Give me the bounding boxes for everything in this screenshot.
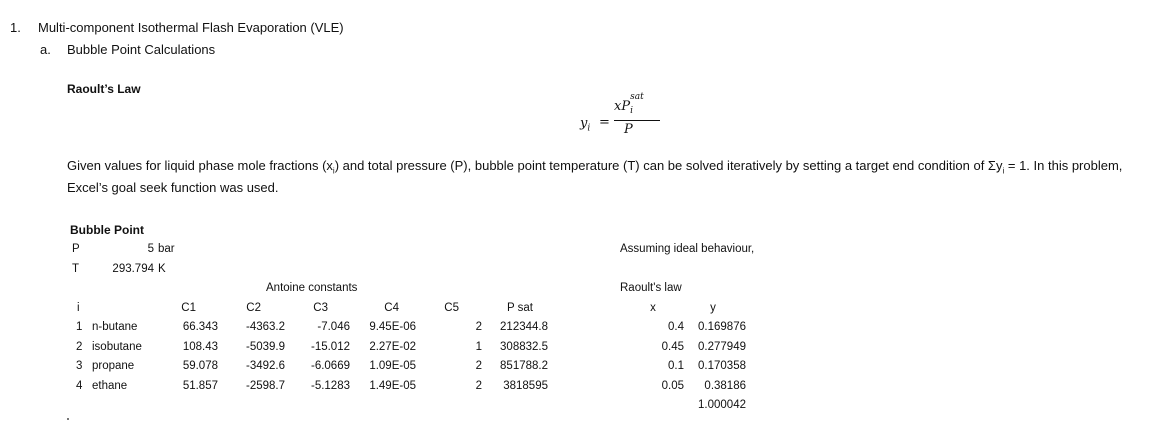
equation-equals: =: [599, 115, 610, 130]
psat-value: 3818595: [503, 380, 548, 392]
component-name: propane: [92, 360, 135, 372]
psat-value: 308832.5: [500, 341, 548, 353]
c4-value: 9.45E-06: [369, 321, 416, 333]
x-value: 0.05: [661, 380, 684, 392]
y-value: 0.169876: [698, 321, 746, 333]
psat-value: 851788.2: [500, 360, 548, 372]
header-c4: C4: [384, 302, 399, 314]
equation-numerator: xP sat i: [614, 92, 644, 116]
c5-value: 2: [475, 321, 482, 333]
subsection-title: Bubble Point Calculations: [67, 42, 216, 57]
x-value: 0.4: [668, 321, 684, 333]
row-index: 2: [76, 341, 83, 353]
y-sum-value: 1.000042: [698, 399, 746, 411]
c1-value: 51.857: [182, 380, 218, 392]
temperature-unit: K: [158, 263, 166, 275]
description-line-1: Given values for liquid phase mole fractions $(x_i)$ and total pressure (P), bubble point temperature (T) can be solved iteratively by setting a target end condition of $\Sigma y_i = 1$. In this problem,: [67, 158, 1123, 176]
header-i: i: [77, 302, 80, 314]
c1-value: 59.078: [182, 360, 218, 372]
y-value: 0.277949: [698, 341, 746, 353]
pressure-value: 5: [147, 243, 154, 255]
c5-value: 2: [475, 360, 482, 372]
pressure-unit: bar: [158, 243, 175, 255]
c4-value: 2.27E-02: [369, 341, 416, 353]
temperature-label: T: [72, 263, 80, 275]
description-line-2: Excel’s goal seek function was used.: [67, 180, 279, 195]
component-name: ethane: [92, 380, 128, 392]
c2-value: -2598.7: [245, 380, 285, 392]
stray-dot: [67, 418, 69, 420]
header-y: y: [710, 302, 716, 314]
x-value: 0.45: [661, 341, 684, 353]
header-x: x: [650, 302, 656, 314]
fraction-bar: [614, 120, 660, 121]
row-index: 1: [76, 321, 83, 333]
component-name: isobutane: [92, 341, 142, 353]
c1-value: 66.343: [182, 321, 218, 333]
row-index: 4: [76, 380, 83, 392]
c5-value: 1: [475, 341, 482, 353]
y-value: 0.38186: [704, 380, 746, 392]
equation-denominator: P: [624, 122, 633, 137]
outline-letter: a.: [40, 42, 51, 57]
component-name: n-butane: [92, 321, 138, 333]
equation-lhs: $y_i$: [580, 116, 591, 134]
c3-value: -15.012: [310, 341, 350, 353]
x-value: 0.1: [668, 360, 684, 372]
outline-number: 1.: [10, 20, 21, 35]
row-index: 3: [76, 360, 83, 372]
y-value: 0.170358: [698, 360, 746, 372]
c2-value: -3492.6: [245, 360, 285, 372]
c3-value: -7.046: [317, 321, 350, 333]
header-psat: P sat: [507, 302, 533, 314]
raoult-table-title: Raoult's law: [620, 282, 682, 294]
pressure-label: P: [72, 243, 80, 255]
assumption-note: Assuming ideal behaviour,: [620, 243, 755, 255]
header-c2: C2: [246, 302, 261, 314]
c4-value: 1.49E-05: [369, 380, 416, 392]
header-c5: C5: [444, 302, 459, 314]
psat-value: 212344.8: [500, 321, 548, 333]
temperature-value: 293.794: [112, 263, 154, 275]
c3-value: -6.0669: [310, 360, 350, 372]
c3-value: -5.1283: [310, 380, 350, 392]
antoine-group-header: Antoine constants: [266, 282, 358, 294]
raoult-heading: Raoult’s Law: [67, 82, 141, 96]
c1-value: 108.43: [182, 341, 218, 353]
c5-value: 2: [475, 380, 482, 392]
header-c1: C1: [181, 302, 196, 314]
c2-value: -5039.9: [245, 341, 285, 353]
section-title: Multi-component Isothermal Flash Evaporation (VLE): [38, 20, 344, 35]
c2-value: -4363.2: [245, 321, 285, 333]
bubble-point-heading: Bubble Point: [70, 223, 144, 237]
header-c3: C3: [313, 302, 328, 314]
c4-value: 1.09E-05: [369, 360, 416, 372]
